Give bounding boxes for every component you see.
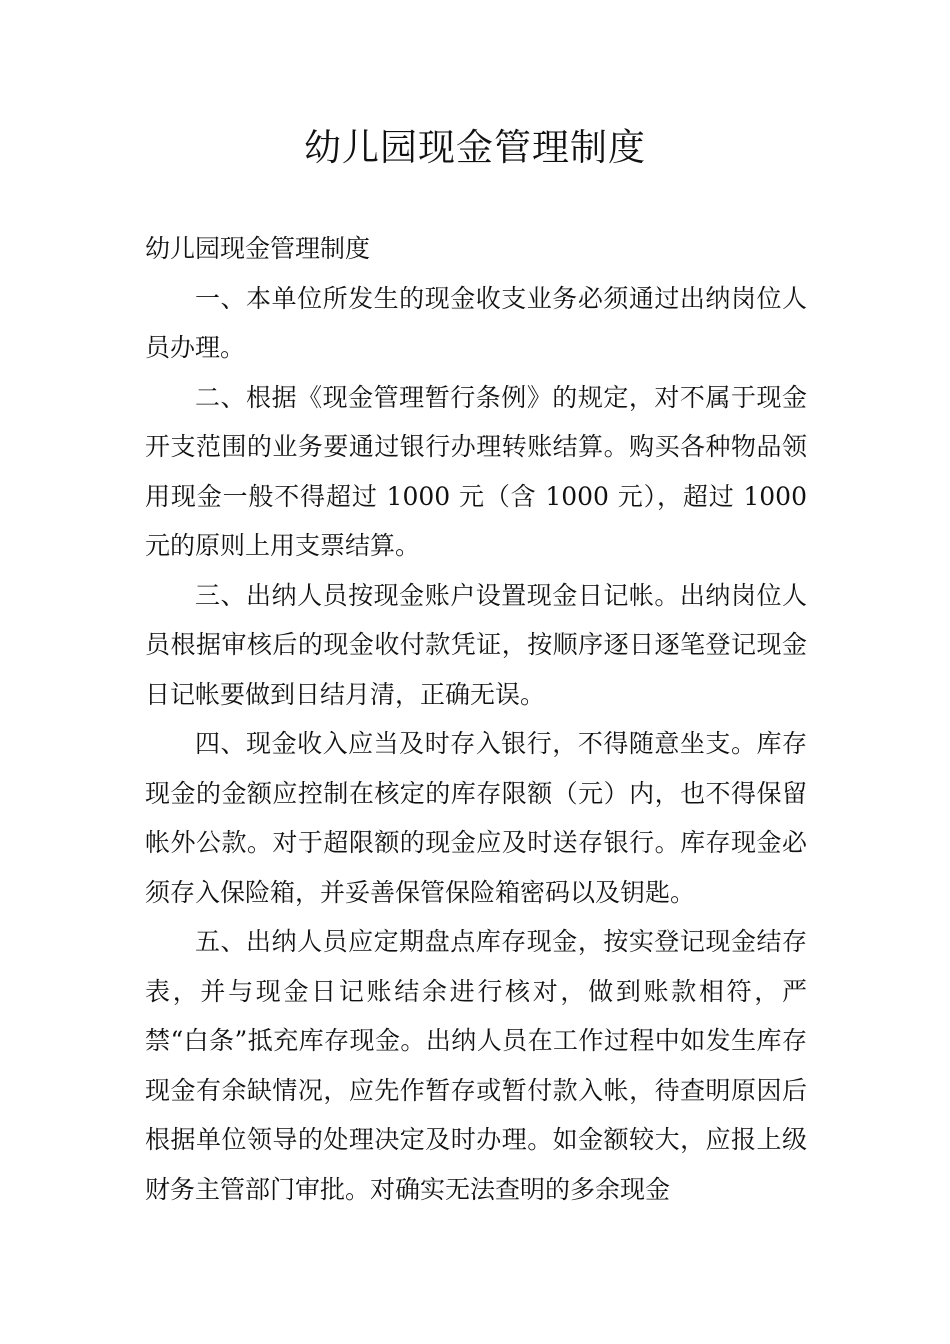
paragraph-2: 二、根据《现金管理暂行条例》的规定，对不属于现金开支范围的业务要通过银行办理转账结算。购买各种物品领用现金一般不得超过 1000 元（含 1000 元），超过 1000 元的原则上用支票结算。 (145, 382, 807, 560)
paragraph-3: 三、出纳人员按现金账户设置现金日记帐。出纳岗位人员根据审核后的现金收付款凭证，按顺序逐日逐笔登记现金日记帐要做到日结月清，正确无误。 (145, 580, 807, 709)
document-subtitle: 幼儿园现金管理制度 (145, 234, 371, 263)
document-title: 幼儿园现金管理制度 (304, 126, 646, 169)
paragraph-1: 一、本单位所发生的现金收支业务必须通过出纳岗位人员办理。 (145, 283, 807, 362)
paragraph-5: 五、出纳人员应定期盘点库存现金，按实登记现金结存表，并与现金日记账结余进行核对，做到账款相符，严禁“白条”抵充库存现金。出纳人员在工作过程中如发生库存现金有余缺情况，应先作暂存或暂付款入帐，待查明原因后根据单位领导的处理决定及时办理。如金额较大，应报上级财务主管部门审批。对确实无法查明的多余现金 (145, 927, 807, 1204)
paragraph-4: 四、现金收入应当及时存入银行，不得随意坐支。库存现金的金额应控制在核定的库存限额（元）内，也不得保留帐外公款。对于超限额的现金应及时送存银行。库存现金必须存入保险箱，并妥善保管保险箱密码以及钥匙。 (145, 729, 807, 907)
document-body (145, 224, 807, 1214)
